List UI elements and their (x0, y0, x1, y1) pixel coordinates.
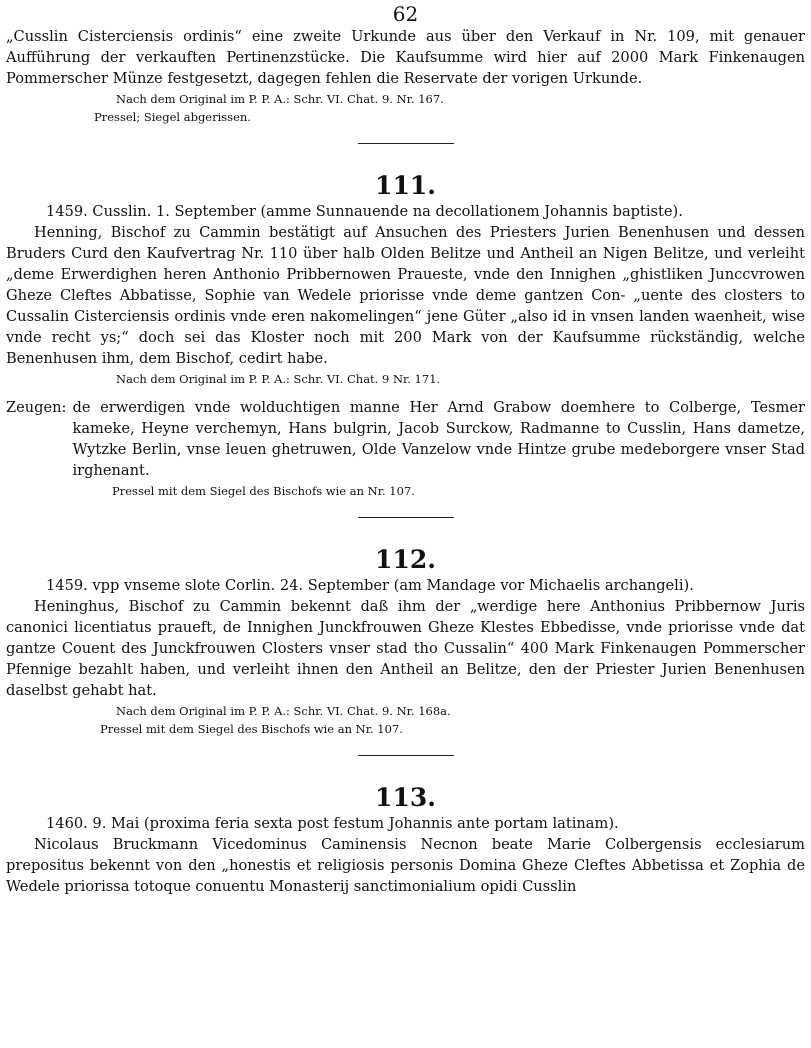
page-number: 62 (392, 2, 419, 26)
witness-block (6, 397, 805, 481)
seal-note: Pressel mit dem Siegel des Bischofs wie an Nr. 107. (100, 722, 403, 736)
document-dateline: 1459. vpp vnseme slote Corlin. 24. September (am Mandage vor Michaelis archangeli). (46, 577, 694, 594)
document-dateline: 1459. Cusslin. 1. September (amme Sunnauende na decollationem Johannis baptiste). (46, 203, 683, 220)
document-dateline: 1460. 9. Mai (proxima feria sexta post festum Johannis ante portam latinam). (46, 815, 619, 832)
intro-paragraph: „Cusslin Cisterciensis ordinis“ eine zweite Urkunde aus über den Verkauf in Nr. 109, mit genauer Aufführung der verkauften Pertinenzstücke. Die Kaufsumme wird hier auf 2000 Mark Finkenaugen Pommerscher Münze festgesetzt, dagegen fehlen die Reservate der vorigen Urkunde. (6, 28, 805, 87)
document-number: 113. (375, 783, 436, 812)
document-111 (6, 172, 805, 499)
source-note: Nach dem Original im P. P. A.: Schr. VI. Chat. 9. Nr. 167. (116, 92, 444, 106)
witness-label: Zeugen: (6, 399, 67, 416)
document-number: 111. (375, 171, 436, 200)
section-divider (358, 755, 454, 756)
seal-note: Pressel mit dem Siegel des Bischofs wie an Nr. 107. (112, 484, 415, 498)
seal-note: Pressel; Siegel abgerissen. (94, 110, 251, 124)
document-113 (6, 784, 805, 897)
document-body: Henning, Bischof zu Cammin bestätigt auf Ansuchen des Priesters Jurien Benenhusen und dessen Bruders Curd den Kaufvertrag Nr. 110 über halb Olden Belitze und Antheil an Nigen Belitze, und verleiht „deme Erwerdighen heren Anthonio Pribbernowen Praueste, vnde den Innighen „ghistliken Junccvrowen Gheze Cleftes Abbatisse, Sophie van Wedele priorisse vnde deme gantzen Con- „uente des closters to Cussalin Cisterciensis ordinis vnde eren nakomelingen“ jene Güter „also id in vnsen landen waenheit, wise vnde recht ys;“ doch sei das Kloster noch mit 200 Mark von der Kaufsumme rückständig, welche Benenhusen ihm, dem Bischof, cedirt habe. (6, 224, 805, 367)
document-body: Nicolaus Bruckmann Vicedominus Caminensis Necnon beate Marie Colbergensis ecclesiarum prepositus bekennt von den „honestis et religiosis personis Domina Gheze Cleftes Abbetissa et Zophia de Wedele priorissa totoque conuentu Monasterij sanctimonialium opidi Cusslin (6, 836, 805, 895)
source-note: Nach dem Original im P. P. A.: Schr. VI. Chat. 9. Nr. 168a. (116, 704, 451, 718)
section-divider (358, 143, 454, 144)
section-divider (358, 517, 454, 518)
witness-list: de erwerdigen vnde wolduchtigen manne Her Arnd Grabow doemhere to Colberge, Tesmer kameke, Heyne verchemyn, Hans bulgrin, Jacob Surckow, Radmanne to Cusslin, Hans dametze, Wytzke Berlin, vnse leuen ghetruwen, Olde Vanzelow vnde Hintze grube medeborgere vnser Stad irghenant. (72, 399, 805, 479)
intro-section (6, 26, 805, 125)
document-number: 112. (375, 545, 436, 574)
source-note: Nach dem Original im P. P. A.: Schr. VI. Chat. 9 Nr. 171. (116, 372, 441, 386)
document-112 (6, 546, 805, 737)
document-body: Heninghus, Bischof zu Cammin bekennt daß ihm der „werdige here Anthonius Pribbernow Juris canonici licentiatus praueft, de Innighen Junckfrouwen Gheze Klestes Ebbedisse, vnde priorisse vnde dat gantze Couent des Junckfrouwen Closters vnser stad tho Cussalin“ 400 Mark Finkenaugen Pommerscher Pfennige bezahlt haben, und verleiht ihnen den Antheil an Belitze, den der Priester Jurien Benenhusen daselbst gehabt hat. (6, 598, 805, 699)
